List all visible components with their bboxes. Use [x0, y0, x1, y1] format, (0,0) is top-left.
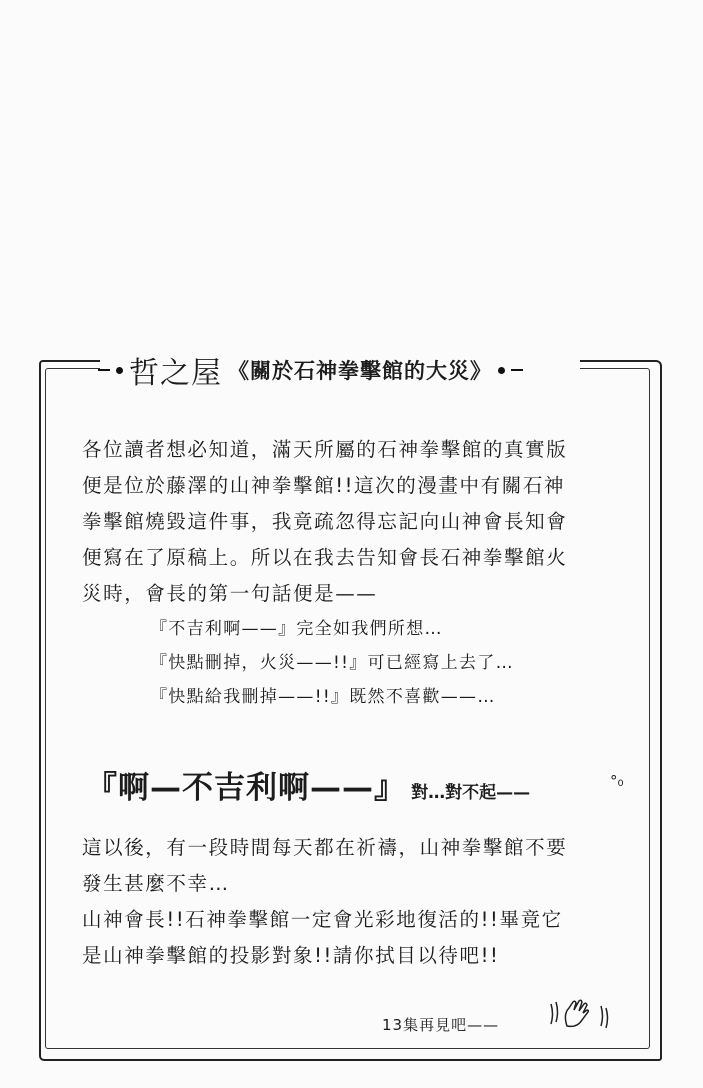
shout-line: [86, 762, 530, 807]
title-left-dot: [116, 367, 123, 374]
column-name: 哲之屋: [129, 356, 222, 391]
intro-paragraph: 各位讀者想必知道，滿天所屬的石神拳擊館的真實版 便是位於藤澤的山神拳擊館!!這次的漫畫中有關石神 拳擊館燒毀這件事，我竟疏忽得忘記向山神會長知會 便寫在了原稿上。所以在我去告知會長石神拳擊館火 災時，會長的第一句話便是——: [82, 438, 568, 605]
column-title: [98, 352, 523, 391]
quote-line: 『快點給我刪掉——!!』既然不喜歡——…: [150, 687, 496, 707]
quote-line: 『不吉利啊——』完全如我們所想…: [150, 619, 443, 639]
waving-hand-icon: [545, 996, 615, 1036]
quote-line: 『快點刪掉，火災——!!』可已經寫上去了…: [150, 653, 514, 673]
title-right-dash: [511, 369, 523, 371]
closing-text: 13集再見吧——: [382, 1016, 500, 1034]
quote-list: [150, 612, 630, 714]
after-paragraph: 這以後，有一段時間每天都在祈禱，山神拳擊館不要 發生甚麼不幸… 山神會長!!石神拳擊館一定會光彩地復活的!!畢竟它 是山神拳擊館的投影對象!!請你拭目以待吧!!: [82, 836, 568, 967]
shout-main-text: 『啊—不吉利啊——』: [86, 770, 406, 806]
title-left-dash: [98, 369, 110, 371]
sweat-drops-icon: °₀: [610, 772, 624, 790]
title-right-dot: [498, 367, 505, 374]
shout-apology-text: 對…對不起——: [411, 783, 531, 803]
column-subtitle: 《關於石神拳擊館的大災》: [228, 358, 492, 383]
